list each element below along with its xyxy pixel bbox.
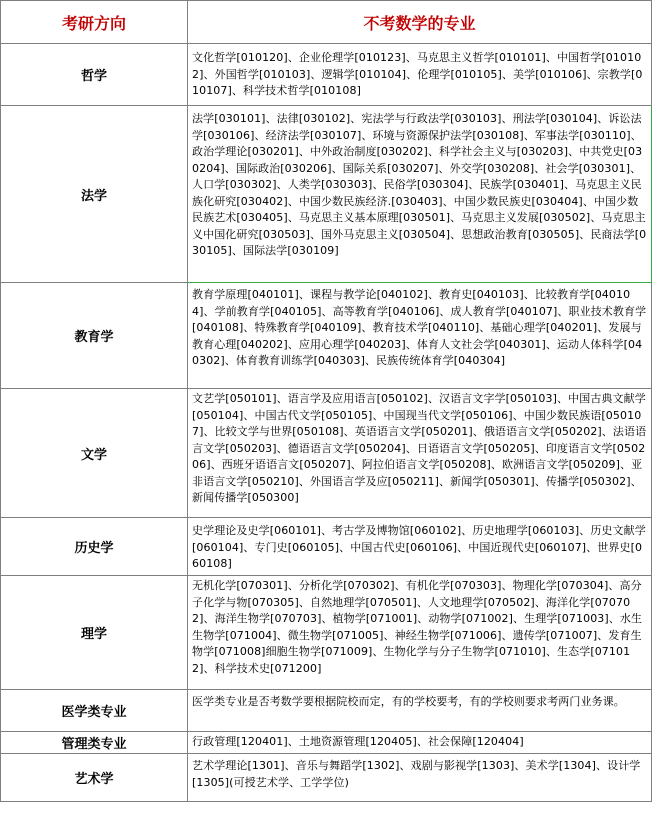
header-majors: 不考数学的专业 bbox=[188, 1, 652, 44]
majors-cell bbox=[188, 389, 652, 518]
direction-cell: 管理类专业 bbox=[1, 732, 188, 754]
table-row bbox=[1, 732, 652, 754]
majors-cell bbox=[188, 576, 652, 690]
table-row bbox=[1, 690, 652, 732]
direction-cell: 法学 bbox=[1, 106, 188, 283]
majors-cell: 医学类专业是否考数学要根据院校而定，有的学校要考，有的学校则要求考两门业务课。 bbox=[188, 690, 652, 732]
header-direction: 考研方向 bbox=[1, 1, 188, 44]
direction-cell: 哲学 bbox=[1, 44, 188, 106]
table-row bbox=[1, 518, 652, 576]
table-row bbox=[1, 754, 652, 802]
table-row bbox=[1, 389, 652, 518]
table-row bbox=[1, 44, 652, 106]
direction-cell: 艺术学 bbox=[1, 754, 188, 802]
direction-cell: 历史学 bbox=[1, 518, 188, 576]
majors-cell: 行政管理[120401]、土地资源管理[120405]、社会保障[120404] bbox=[188, 732, 652, 754]
majors-cell: 艺术学理论[1301]、音乐与舞蹈学[1302]、戏剧与影视学[1303]、美术学[1304]、设计学[1305](可授艺术学、工学学位) bbox=[188, 754, 652, 802]
direction-cell: 文学 bbox=[1, 389, 188, 518]
table-row bbox=[1, 106, 652, 283]
majors-cell: 教育学原理[040101]、课程与教学论[040102]、教育史[040103]、比较教育学[040104]、学前教育学[040105]、高等教育学[040106]、成人教育学[040107]、职业技术教育学[040108]、特殊教育学[040109]、教育技术学[040110]、基础心理学[040201]、发展与教育心理[040202]、应用心理学[040203]、体育人文社会学[040301]、运动人体科学[040302]、体育教育训练学[040303]、民族传统体育学[040304] bbox=[188, 283, 652, 389]
majors-text: 文艺学[050101]、语言学及应用语言[050102]、汉语言文字学[050103]、中国古典文献学[050104]、中国古代文学[050105]、中国现当代文学[050106]、中国少数民族语[050107]、比较文学与世界[050108]、英语语言文学[050201]、俄语语言文学[050202]、法语语言文学[050203]、德语语言文学[050204]、日语语言文学[050205]、印度语言文学[050206]、西班牙语语言文[050207]、阿拉伯语言文学[050208]、欧洲语言文学[050209]、亚非语言文学[050210]、外国语言学及应[050211]、新闻学[050301]、传播学[050302]、新闻传播学[050300] bbox=[192, 392, 647, 504]
direction-cell: 医学类专业 bbox=[1, 690, 188, 732]
table-row bbox=[1, 283, 652, 389]
majors-cell: 法学[030101]、法律[030102]、宪法学与行政法学[030103]、刑法学[030104]、诉讼法学[030106]、经济法学[030107]、环境与资源保护法学[030108]、军事法学[030110]、政治学理论[030201]、中外政治制度[030202]、科学社会主义与[030203]、中共党史[030204]、国际政治[030206]、国际关系[030207]、外交学[030208]、社会学[030301]、人口学[030302]、人类学[030303]、民俗学[030304]、民族学[030401]、马克思主义民族化研究[030402]、中国少数民族经济.[030403]、中国少数民族史[030404]、中国少数民族艺术[030405]、马克思主义基本原理[030501]、马克思主义发展[030502]、马克思主义中国化研究[030503]、国外马克思主义[030504]、思想政治教育[030505]、民商法学[030105]、国际法学[030109] bbox=[188, 106, 652, 283]
table-header-row bbox=[1, 1, 652, 44]
majors-text: 无机化学[070301]、分析化学[070302]、有机化学[070303]、物理化学[070304]、高分子化学与物[070305]、自然地理学[070501]、人文地理学[070502]、海洋化学[070702]、海洋生物学[070703]、植物学[071001]、动物学[071002]、生理学[071003]、水生生物学[071004]、微生物学[071005]、神经生物学[071006]、遗传学[071007]、发育生物学[071008]细胞生物学[071009]、生物化学与分子生物学[071010]、生态学[071012]、科学技术史[071200] bbox=[192, 579, 643, 675]
direction-cell: 理学 bbox=[1, 576, 188, 690]
majors-cell: 文化哲学[010120]、企业伦理学[010123]、马克思主义哲学[010101]、中国哲学[010102]、外国哲学[010103]、逻辑学[010104]、伦理学[010105]、美学[010106]、宗教学[010107]、科学技术哲学[010108] bbox=[188, 44, 652, 106]
majors-cell: 史学理论及史学[060101]、考古学及博物馆[060102]、历史地理学[060103]、历史文献学[060104]、专门史[060105]、中国古代史[060106]、中国近现代史[060107]、世界史[060108] bbox=[188, 518, 652, 576]
table-row bbox=[1, 576, 652, 690]
direction-cell: 教育学 bbox=[1, 283, 188, 389]
